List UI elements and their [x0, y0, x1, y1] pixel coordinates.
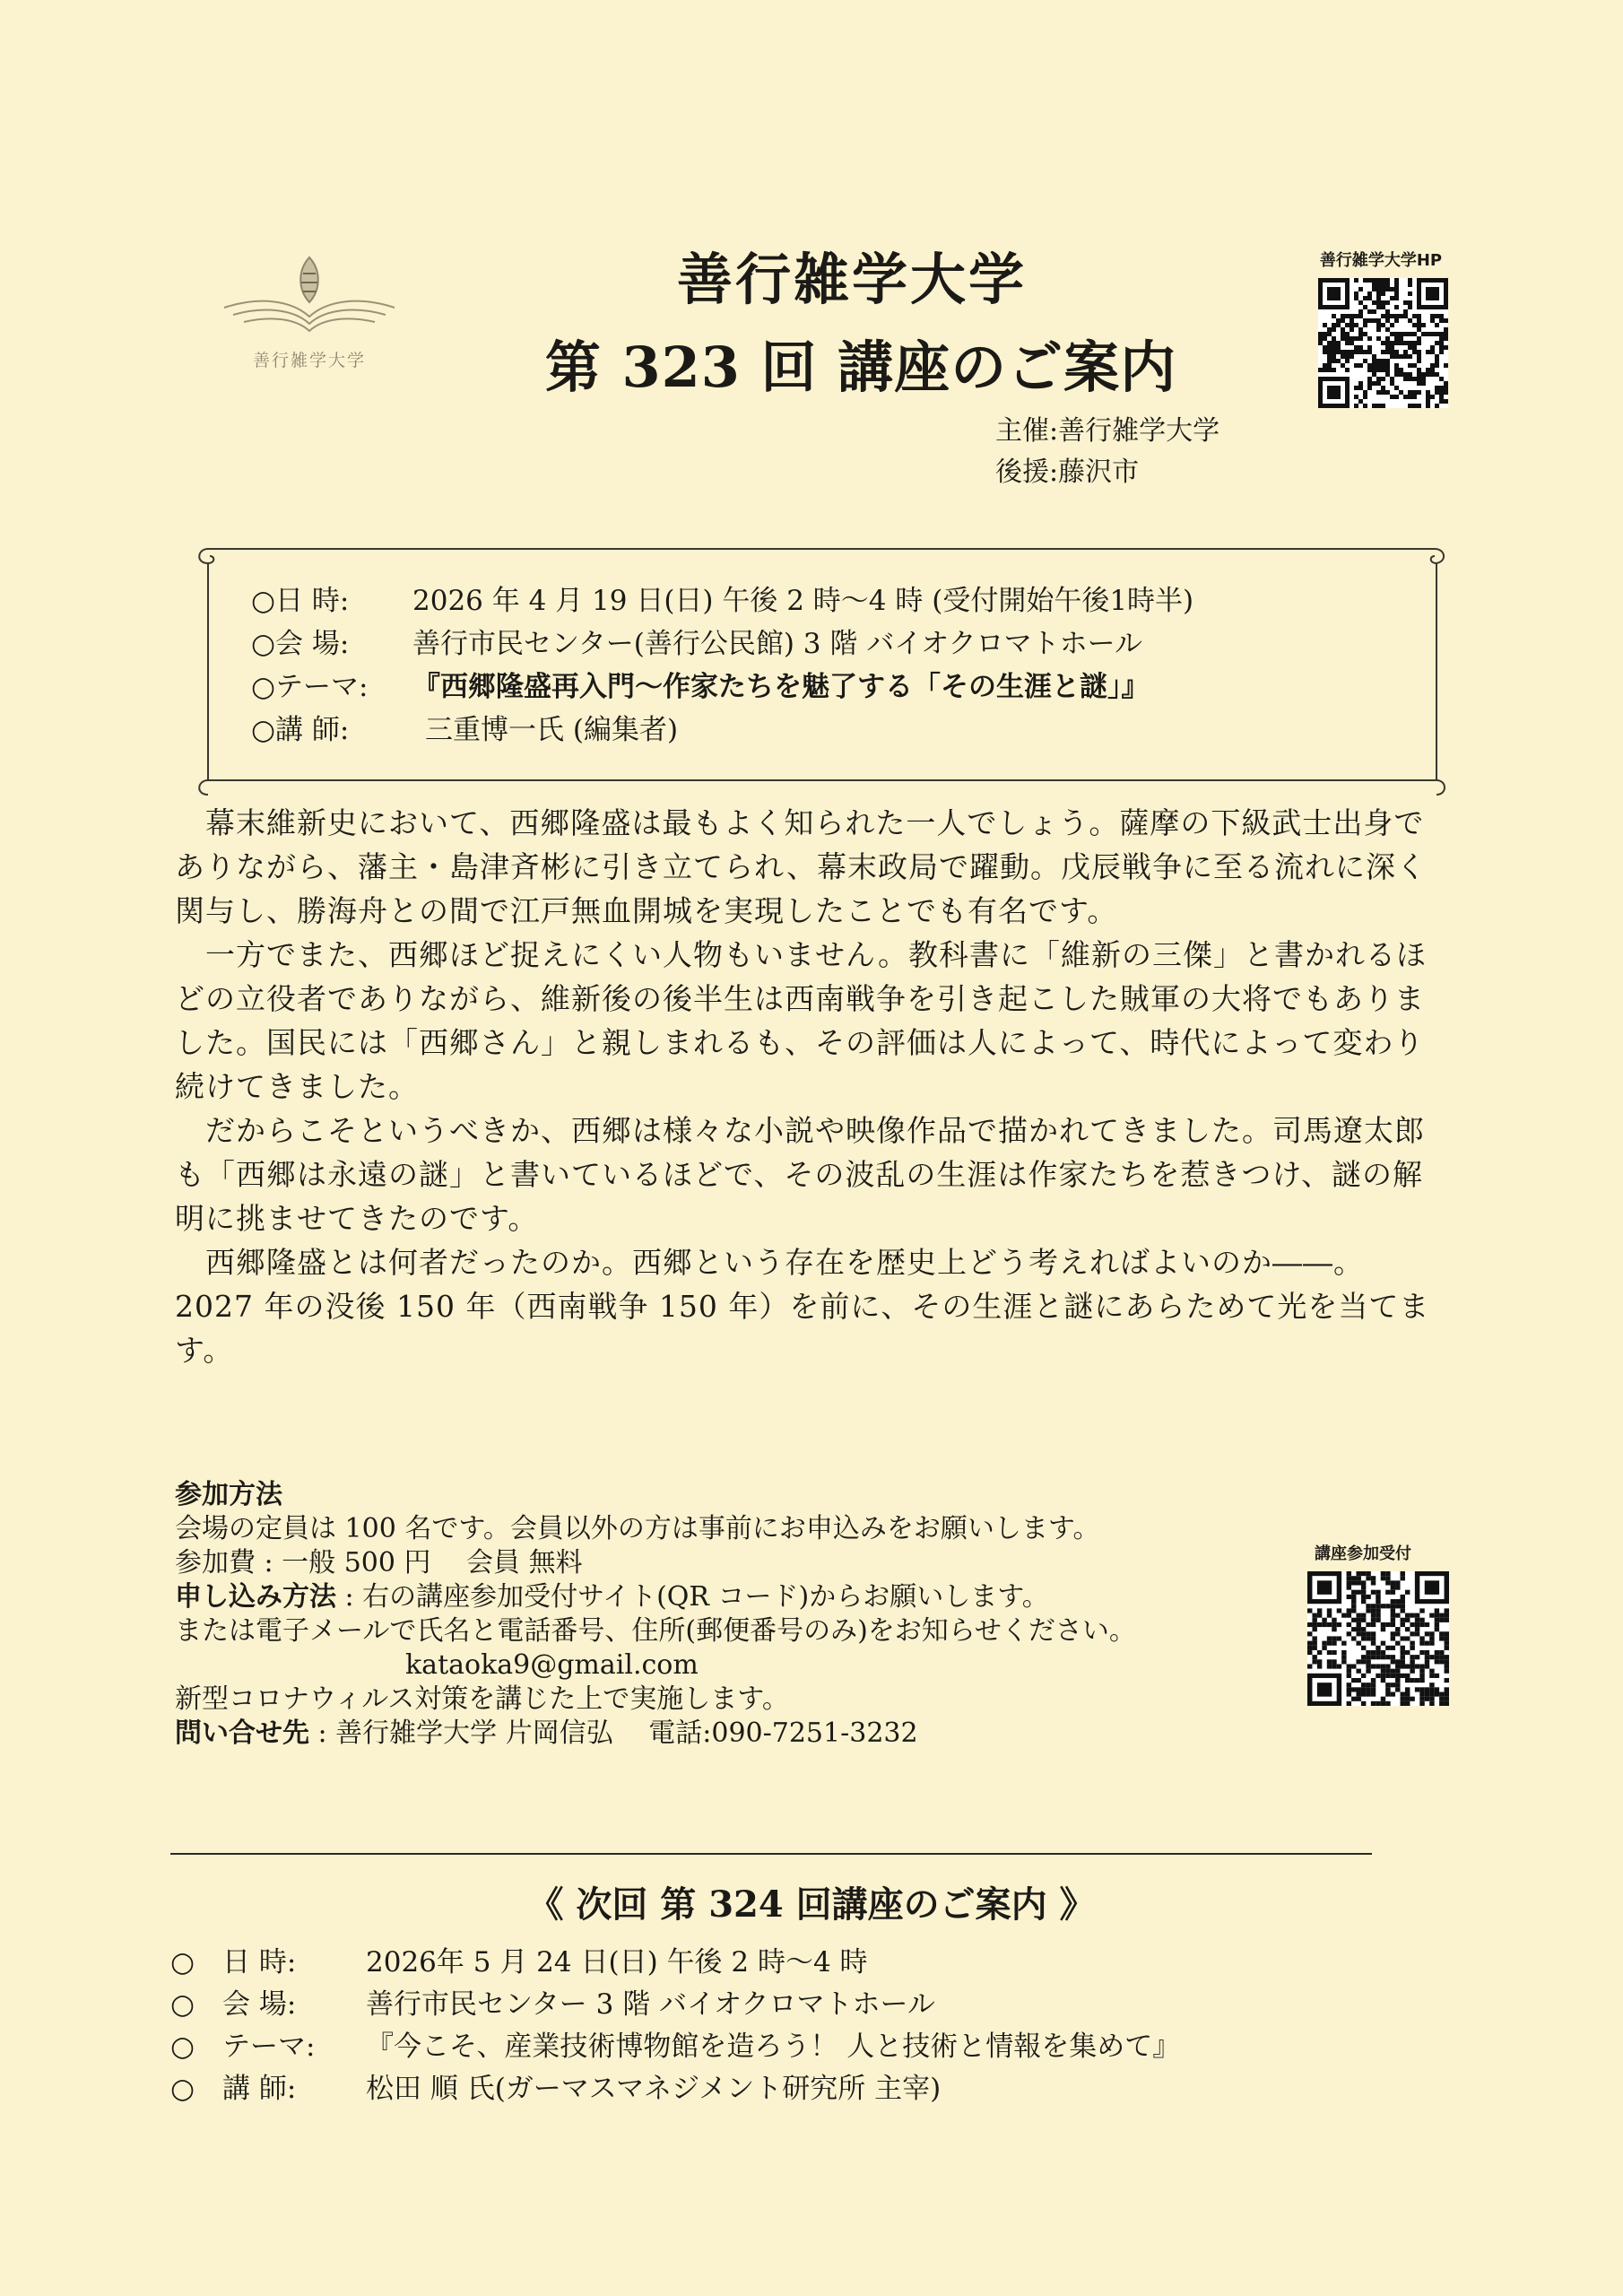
info-venue: ○会 場: 善行市民センター(善行公民館) 3 階 バイオクロマトホール — [251, 628, 1143, 660]
logo — [215, 247, 404, 381]
supporter: 後援:藤沢市 — [995, 457, 1140, 488]
qr-hp-caption: 善行雑学大学HP — [1319, 251, 1443, 270]
info-date: ○日 時: 2026 年 4 月 19 日(日) 午後 2 時～4 時 (受付開始午後1時半) — [251, 585, 1194, 617]
info-theme: ○テーマ: 『西郷隆盛再入門～作家たちを魅了する「その生涯と謎」』 — [251, 671, 1150, 703]
qr-registration-caption: 講座参加受付 — [1315, 1544, 1411, 1563]
event-info-scroll — [188, 536, 1453, 796]
contact-info: 問い合せ先 : 善行雑学大学 片岡信弘 電話:090-7251-3232 — [175, 1718, 918, 1749]
logo-text: 善行雑学大学 — [252, 351, 366, 370]
participation-heading: 参加方法 — [175, 1479, 282, 1510]
logo-emblem-icon — [215, 247, 404, 345]
paragraph: 幕末維新史において、西郷隆盛は最もよく知られた一人でしょう。薩摩の下級武士出身でありながら、藩主・島津斉彬に引き立てられ、幕末政局で躍動。戊辰戦争に至る流れに深く関与し、勝海舟との間で江戸無血開城を実現したことでも有名です。 — [175, 805, 1427, 928]
next-lecturer: ○ 講 師: 松田 順 氏(ガーマスマネジメント研究所 主宰) — [170, 2073, 942, 2105]
next-venue: ○ 会 場: 善行市民センター 3 階 バイオクロマトホール — [170, 1988, 935, 2021]
covid-note: 新型コロナウィルス対策を講じた上で実施します。 — [175, 1683, 789, 1715]
apply-method: 申し込み方法 : 右の講座参加受付サイト(QR コード)からお願いします。 — [175, 1581, 1049, 1613]
qr-code-hp[interactable] — [1318, 278, 1448, 408]
next-lecture-info — [170, 1942, 1180, 2110]
paragraph: 一方でまた、西郷ほど捉えにくい人物もいません。教科書に「維新の三傑」と書かれるほどの立役者でありながら、維新後の後半生は西南戦争を引き起こした賊軍の大将でもありました。国民には「西郷さん」と親しまれるも、その評価は人によって、時代によって変わり続けてきました。 — [175, 937, 1427, 1104]
sponsor-block — [995, 411, 1219, 493]
paragraph: 西郷隆盛とは何者だったのか。西郷という存在を歴史上どう考えればよいのか――。2027 年の没後 150 年（西南戦争 150 年）を前に、その生涯と謎にあらためて光を当てます。 — [175, 1245, 1430, 1368]
capacity-text: 会場の定員は 100 名です。会員以外の方は事前にお申込みをお願いします。 — [175, 1513, 1100, 1544]
page-title: 善行雑学大学 — [676, 247, 1027, 312]
email-link[interactable]: kataoka9@gmail.com — [405, 1649, 699, 1681]
paragraph: だからこそというべきか、西郷は様々な小説や映像作品で描かれてきました。司馬遼太郎も「西郷は永遠の謎」と書いているほどで、その波乱の生涯は作家たちを惹きつけ、謎の解明に挑ませてきたのです。 — [175, 1113, 1425, 1236]
fee-text: 参加費 : 一般 500 円 会員 無料 — [175, 1547, 583, 1578]
qr-code-icon — [1307, 1571, 1449, 1706]
section-divider — [170, 1853, 1372, 1855]
organizer: 主催:善行雑学大学 — [995, 415, 1220, 447]
next-theme: ○ テーマ: 『今こそ、産業技術博物館を造ろう！ 人と技術と情報を集めて』 — [170, 2031, 1181, 2063]
next-lecture-title: 《 次回 第 324 回講座のご案内 》 — [527, 1883, 1096, 1926]
lecture-description — [175, 801, 1430, 1372]
page-subtitle: 第 323 回 講座のご案内 — [544, 335, 1177, 400]
info-lecturer: ○講 師: 三重博一氏 (編集者) — [251, 714, 679, 746]
participation-section — [175, 1478, 1251, 1751]
next-date: ○ 日 時: 2026年 5 月 24 日(日) 午後 2 時～4 時 — [170, 1946, 868, 1979]
qr-code-registration[interactable] — [1307, 1571, 1449, 1706]
email-note: または電子メールで氏名と電話番号、住所(郵便番号のみ)をお知らせください。 — [175, 1615, 1136, 1647]
qr-code-icon — [1318, 278, 1448, 408]
